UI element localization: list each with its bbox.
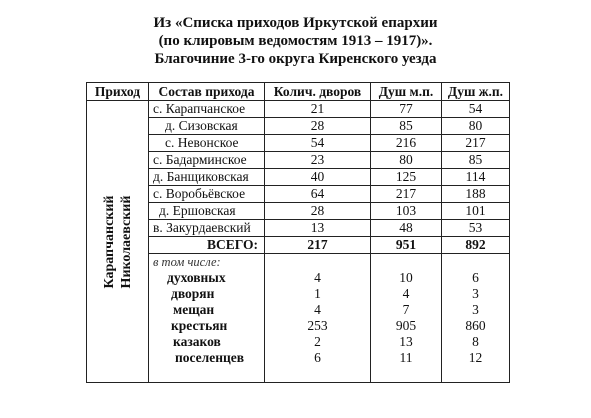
empty-cell	[265, 366, 371, 383]
estate-name: казаков	[149, 334, 265, 350]
parish-name-line-2: Николаевский	[118, 195, 134, 288]
yards-value: 28	[265, 203, 371, 220]
table-row	[87, 220, 510, 237]
yards-value: 21	[265, 101, 371, 118]
estate-name: поселенцев	[149, 350, 265, 366]
header-female: Душ ж.п.	[442, 83, 510, 101]
total-female: 892	[442, 237, 510, 254]
title-line-2: (по клировым ведомостям 1913 – 1917)».	[158, 33, 433, 49]
settlement-name: д. Банщиковская	[149, 169, 265, 186]
including-row	[87, 254, 510, 271]
yards-value: 253	[265, 318, 371, 334]
male-value: 77	[371, 101, 442, 118]
settlement-name: с. Карапчанское	[149, 101, 265, 118]
female-value: 101	[442, 203, 510, 220]
breakdown-row-spacer	[87, 366, 510, 383]
female-value: 3	[442, 302, 510, 318]
table-row	[87, 152, 510, 169]
table-row	[87, 135, 510, 152]
estate-name: дворян	[149, 286, 265, 302]
breakdown-row	[87, 318, 510, 334]
male-value: 216	[371, 135, 442, 152]
header-composition: Состав прихода	[149, 83, 265, 101]
settlement-name: с. Бадарминское	[149, 152, 265, 169]
settlement-name: с. Невонское	[149, 135, 265, 152]
empty-cell	[442, 254, 510, 271]
male-value: 217	[371, 186, 442, 203]
male-value: 10	[371, 270, 442, 286]
female-value: 80	[442, 118, 510, 135]
breakdown-row	[87, 270, 510, 286]
title-line-1: Из «Списка приходов Иркутской епархии	[153, 15, 438, 31]
female-value: 53	[442, 220, 510, 237]
yards-value: 2	[265, 334, 371, 350]
settlement-name: с. Воробьёвское	[149, 186, 265, 203]
breakdown-row	[87, 302, 510, 318]
male-value: 7	[371, 302, 442, 318]
total-label: ВСЕГО:	[149, 237, 265, 254]
male-value: 4	[371, 286, 442, 302]
female-value: 3	[442, 286, 510, 302]
male-value: 80	[371, 152, 442, 169]
female-value: 860	[442, 318, 510, 334]
total-male: 951	[371, 237, 442, 254]
yards-value: 13	[265, 220, 371, 237]
total-yards: 217	[265, 237, 371, 254]
empty-cell	[371, 366, 442, 383]
table-row	[87, 169, 510, 186]
parish-table	[86, 82, 510, 383]
parish-name	[101, 195, 135, 288]
male-value: 85	[371, 118, 442, 135]
empty-cell	[149, 366, 265, 383]
table-row	[87, 203, 510, 220]
yards-value: 64	[265, 186, 371, 203]
header-row	[87, 83, 510, 101]
yards-value: 23	[265, 152, 371, 169]
empty-cell	[442, 366, 510, 383]
settlement-name: в. Закурдаевский	[149, 220, 265, 237]
breakdown-row	[87, 350, 510, 366]
female-value: 6	[442, 270, 510, 286]
female-value: 54	[442, 101, 510, 118]
table-row	[87, 118, 510, 135]
male-value: 11	[371, 350, 442, 366]
female-value: 12	[442, 350, 510, 366]
yards-value: 6	[265, 350, 371, 366]
estate-name: крестьян	[149, 318, 265, 334]
estate-name: духовных	[149, 270, 265, 286]
title-line-3: Благочиние 3-го округа Киренского уезда	[154, 51, 437, 67]
breakdown-row	[87, 334, 510, 350]
estate-name: мещан	[149, 302, 265, 318]
yards-value: 4	[265, 270, 371, 286]
document-title	[0, 14, 591, 68]
female-value: 188	[442, 186, 510, 203]
parish-name-line-1: Карапчанский	[101, 194, 117, 289]
male-value: 103	[371, 203, 442, 220]
male-value: 125	[371, 169, 442, 186]
settlement-name: д. Ершовская	[149, 203, 265, 220]
yards-value: 1	[265, 286, 371, 302]
header-parish: Приход	[87, 83, 149, 101]
female-value: 217	[442, 135, 510, 152]
male-value: 48	[371, 220, 442, 237]
header-yards: Колич. дворов	[265, 83, 371, 101]
total-row	[87, 237, 510, 254]
header-male: Душ м.п.	[371, 83, 442, 101]
female-value: 85	[442, 152, 510, 169]
table-row	[87, 101, 510, 118]
female-value: 114	[442, 169, 510, 186]
yards-value: 54	[265, 135, 371, 152]
male-value: 905	[371, 318, 442, 334]
breakdown-row	[87, 286, 510, 302]
table-row	[87, 186, 510, 203]
yards-value: 4	[265, 302, 371, 318]
empty-cell	[265, 254, 371, 271]
including-label: в том числе:	[149, 254, 265, 271]
female-value: 8	[442, 334, 510, 350]
male-value: 13	[371, 334, 442, 350]
parish-name-cell	[87, 101, 149, 383]
yards-value: 28	[265, 118, 371, 135]
empty-cell	[371, 254, 442, 271]
settlement-name: д. Сизовская	[149, 118, 265, 135]
yards-value: 40	[265, 169, 371, 186]
